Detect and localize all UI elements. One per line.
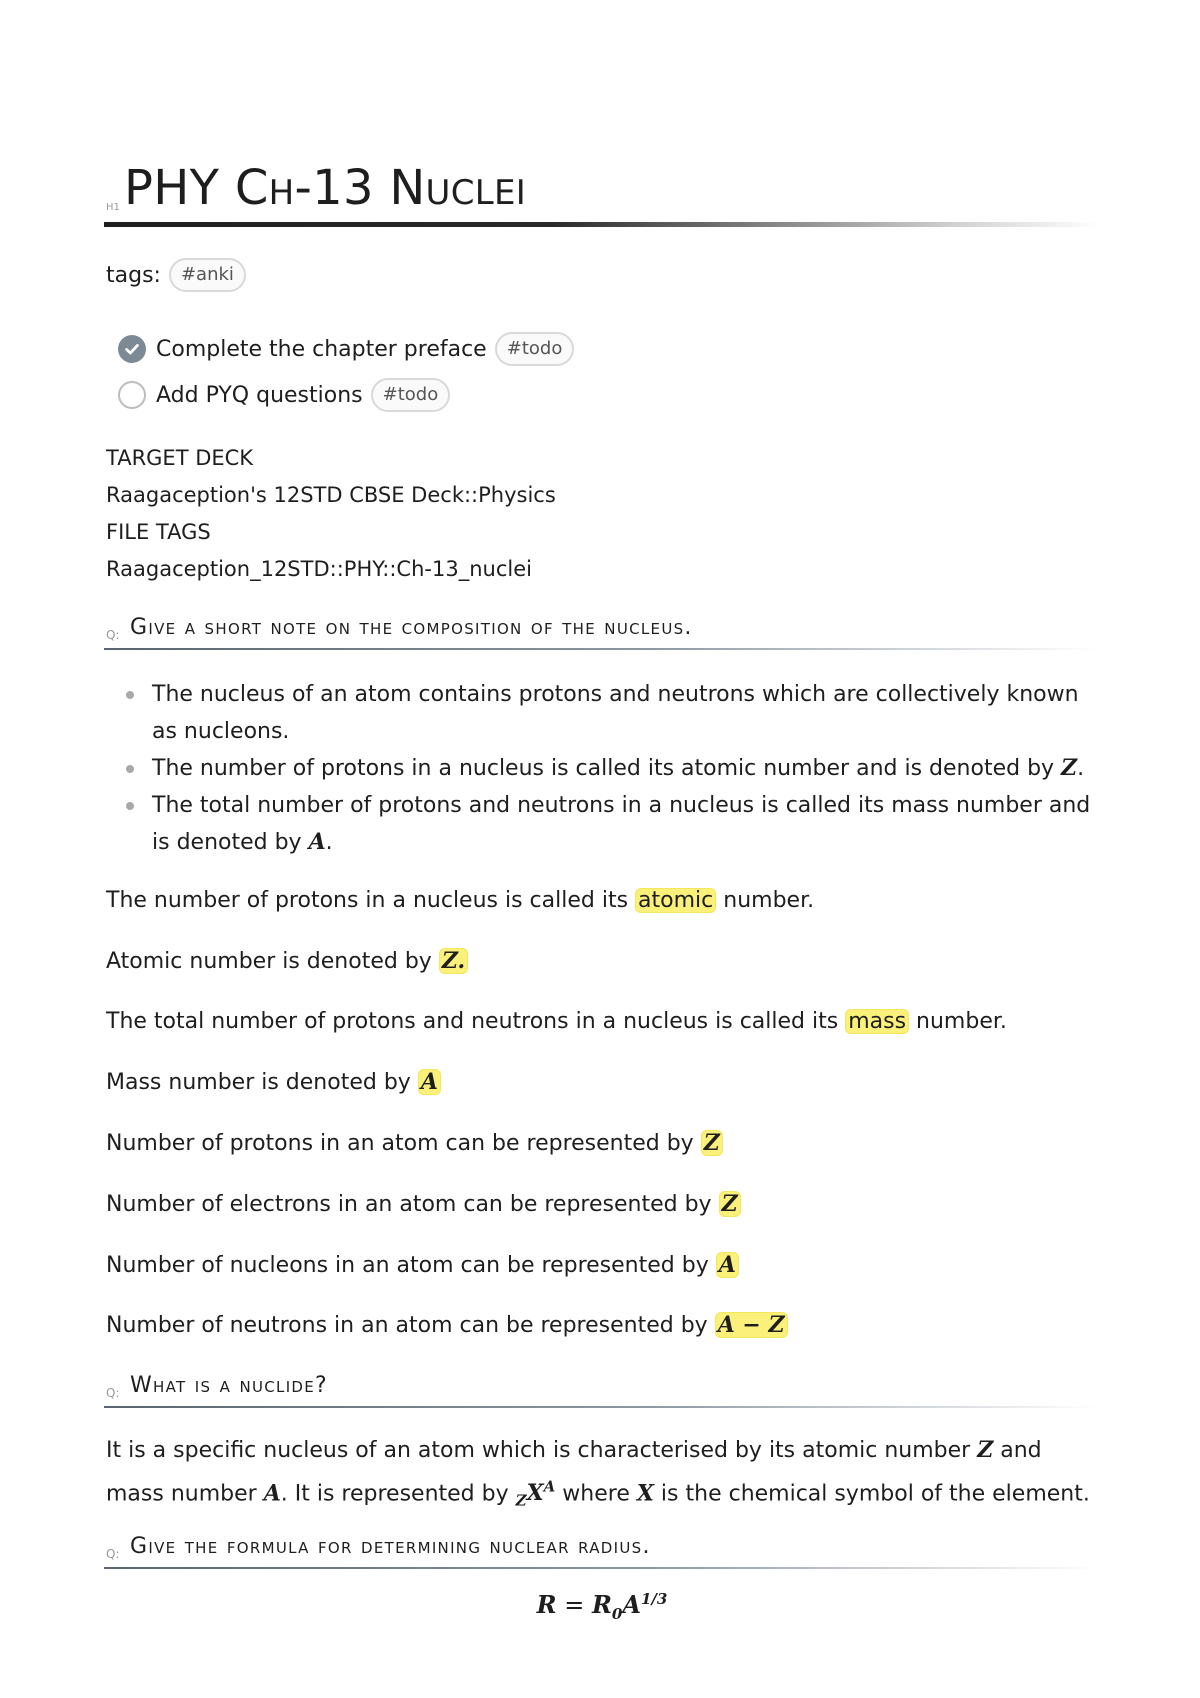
formula-a: A bbox=[622, 1590, 641, 1619]
task-text: Complete the chapter preface bbox=[156, 336, 487, 362]
nuclide-notation bbox=[515, 1478, 556, 1510]
tags-line bbox=[106, 258, 246, 292]
formula-exponent: 1/3 bbox=[640, 1590, 668, 1608]
math-variable: A bbox=[308, 829, 326, 855]
composition-bullet-list bbox=[104, 676, 1100, 861]
cloze-text: number. bbox=[716, 888, 815, 913]
cloze-highlight[interactable]: Z bbox=[701, 1130, 723, 1156]
question-badge: Q: bbox=[106, 1547, 120, 1561]
notation-superscript: A bbox=[543, 1478, 556, 1496]
math-variable: Z bbox=[977, 1437, 994, 1463]
bullet-end: . bbox=[325, 830, 333, 855]
math-variable: A bbox=[263, 1480, 281, 1507]
question-badge: Q: bbox=[106, 628, 120, 642]
math-variable: Z bbox=[1061, 755, 1078, 781]
target-deck-value: Raagaception's 12STD CBSE Deck::Physics bbox=[106, 483, 556, 507]
cloze-line bbox=[106, 1126, 723, 1161]
cloze-line bbox=[106, 1005, 1007, 1039]
cloze-highlight[interactable]: mass bbox=[845, 1009, 909, 1034]
question-badge: Q: bbox=[106, 1386, 120, 1400]
nuclear-radius-formula bbox=[104, 1590, 1100, 1623]
cloze-text: Atomic number is denoted by bbox=[106, 949, 439, 974]
answer-text: It is a specific nucleus of an atom which is characterised by its atomic number bbox=[106, 1438, 978, 1463]
tags-label: tags: bbox=[106, 262, 161, 288]
cloze-line bbox=[106, 1065, 441, 1100]
answer-text: and mass number bbox=[106, 1438, 1042, 1507]
question-heading-composition bbox=[104, 614, 1100, 654]
notation-symbol: X bbox=[526, 1480, 544, 1507]
cloze-line bbox=[106, 1248, 739, 1283]
question-title: Give a short note on the composition of the nucleus. bbox=[130, 615, 693, 640]
cloze-text: The number of protons in a nucleus is called its bbox=[106, 888, 636, 913]
task-item bbox=[118, 372, 574, 418]
question-underline bbox=[104, 1567, 1100, 1569]
target-deck-label: TARGET DECK bbox=[106, 446, 254, 470]
math-variable: X bbox=[636, 1480, 654, 1507]
cloze-line bbox=[106, 1187, 741, 1222]
cloze-highlight[interactable]: Z. bbox=[439, 948, 468, 974]
formula-equals: = bbox=[556, 1591, 592, 1619]
file-tags-label: FILE TAGS bbox=[106, 520, 211, 544]
cloze-text: Number of electrons in an atom can be represented by bbox=[106, 1192, 719, 1217]
tag-pill-todo[interactable]: #todo bbox=[495, 332, 575, 366]
cloze-text: number. bbox=[909, 1009, 1007, 1034]
bullet-end: . bbox=[1077, 756, 1085, 781]
task-text: Add PYQ questions bbox=[156, 382, 363, 408]
list-item bbox=[104, 750, 1100, 787]
formula-lhs: R bbox=[536, 1590, 557, 1619]
question-title: Give the formula for determining nuclear radius. bbox=[130, 1534, 651, 1559]
cloze-highlight[interactable]: A bbox=[418, 1069, 441, 1095]
cloze-text: Number of protons in an atom can be represented by bbox=[106, 1131, 701, 1156]
question-heading-nuclide bbox=[104, 1372, 1100, 1412]
unchecked-checkbox-icon[interactable] bbox=[118, 381, 146, 409]
deck-metadata bbox=[106, 440, 556, 588]
list-item bbox=[104, 787, 1100, 861]
title-underline bbox=[104, 222, 1100, 227]
question-heading-radius bbox=[104, 1533, 1100, 1573]
page-header bbox=[104, 158, 1100, 230]
formula-r0-subscript: 0 bbox=[611, 1604, 623, 1623]
cloze-line bbox=[106, 884, 814, 918]
bullet-text: The nucleus of an atom contains protons and neutrons which are collectively known as nucleons. bbox=[152, 682, 1079, 744]
answer-text: is the chemical symbol of the element. bbox=[653, 1481, 1090, 1507]
cloze-text: Mass number is denoted by bbox=[106, 1070, 418, 1095]
list-item bbox=[104, 676, 1100, 750]
file-tags-value: Raagaception_12STD::PHY::Ch-13_nuclei bbox=[106, 557, 532, 581]
cloze-text: Number of neutrons in an atom can be represented by bbox=[106, 1313, 715, 1338]
cloze-highlight[interactable]: atomic bbox=[635, 888, 716, 913]
tag-pill-todo[interactable]: #todo bbox=[371, 378, 451, 412]
cloze-text: The total number of protons and neutrons in a nucleus is called its bbox=[106, 1009, 846, 1034]
question-underline bbox=[104, 648, 1100, 650]
heading-level-badge: H1 bbox=[106, 202, 120, 213]
task-list bbox=[118, 326, 574, 418]
bullet-text: The number of protons in a nucleus is called its atomic number and is denoted by bbox=[152, 756, 1062, 781]
cloze-highlight[interactable]: A bbox=[716, 1252, 739, 1278]
checked-checkbox-icon[interactable] bbox=[118, 335, 146, 363]
notation-subscript: Z bbox=[515, 1491, 527, 1510]
cloze-line bbox=[106, 944, 468, 979]
task-item bbox=[118, 326, 574, 372]
page-title: PHY Ch-13 Nuclei bbox=[124, 160, 527, 216]
question-underline bbox=[104, 1406, 1100, 1408]
question-title: What is a nuclide? bbox=[130, 1373, 329, 1398]
cloze-line bbox=[106, 1308, 788, 1343]
answer-text: . It is represented by bbox=[280, 1481, 516, 1507]
nuclide-answer bbox=[106, 1432, 1096, 1520]
cloze-text: Number of nucleons in an atom can be represented by bbox=[106, 1253, 716, 1278]
bullet-text: The total number of protons and neutrons in a nucleus is called its mass number and is denoted by bbox=[152, 793, 1091, 855]
tag-pill-anki[interactable]: #anki bbox=[169, 258, 246, 292]
answer-text: where bbox=[555, 1481, 637, 1507]
formula-r0: R bbox=[591, 1590, 612, 1619]
cloze-highlight[interactable]: A − Z bbox=[715, 1312, 788, 1338]
cloze-highlight[interactable]: Z bbox=[719, 1191, 741, 1217]
